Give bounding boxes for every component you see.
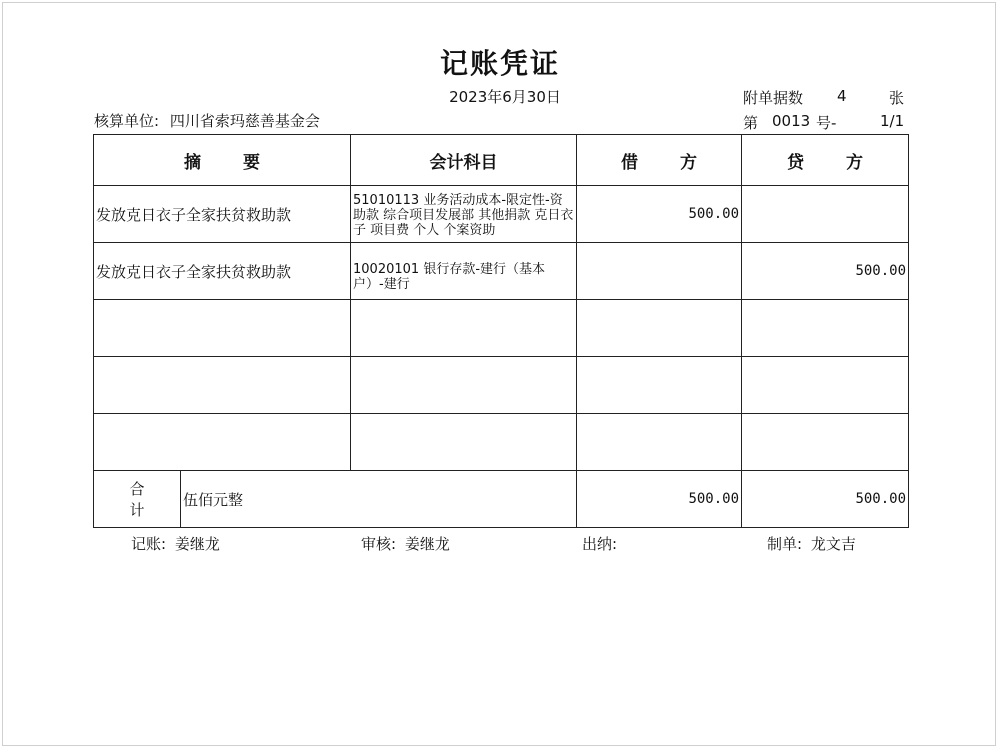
attachment-unit: 张 [889,89,905,107]
table-row [94,186,909,243]
header-debit: 借 方 [577,135,742,186]
row-subject [351,357,577,414]
total-amount-words: 伍佰元整 [181,471,577,528]
header-credit: 贷 方 [742,135,909,186]
cashier-label: 出纳: [582,535,618,553]
table-row [94,414,909,471]
voucher-table [93,134,909,528]
voucher-no-prefix: 第 [743,114,759,132]
table-header-row [94,135,909,186]
total-row [94,471,909,528]
preparer-name: 龙文吉 [810,535,856,553]
attachment-label: 附单据数 [743,89,804,107]
row-summary: 发放克日衣子全家扶贫救助款 [94,186,351,243]
signature-cashier [582,533,621,554]
row-debit [577,300,742,357]
preparer-label: 制单: [767,535,803,553]
row-credit [742,300,909,357]
voucher-no-value: 0013 [772,112,811,130]
table-row [94,243,909,300]
voucher-date: 2023年6月30日 [449,88,561,106]
total-debit: 500.00 [577,471,742,528]
accounting-unit-label: 核算单位: [94,112,160,130]
total-label: 合 计 [94,471,181,528]
row-summary: 发放克日衣子全家扶贫救助款 [94,243,351,300]
table-row [94,300,909,357]
row-subject [351,414,577,471]
row-summary [94,300,351,357]
table-row [94,357,909,414]
row-subject: 10020101 银行存款-建行（基本户）-建行 [351,243,577,300]
voucher-title: 记账凭证 [439,47,560,80]
row-credit: 500.00 [742,243,909,300]
header-summary: 摘 要 [94,135,351,186]
auditor-name: 姜继龙 [404,535,450,553]
row-subject: 51010113 业务活动成本-限定性-资助款 综合项目发展部 其他捐款 克日衣子 项目费 个人 个案资助 [351,186,577,243]
row-subject [351,300,577,357]
row-summary [94,357,351,414]
signature-auditor [361,533,450,554]
row-summary [94,414,351,471]
row-credit [742,414,909,471]
row-credit [742,357,909,414]
row-debit: 500.00 [577,186,742,243]
voucher-no-suffix: 号- [816,114,837,132]
attachment-count: 4 [837,87,847,105]
bookkeeper-name: 姜继龙 [174,535,220,553]
row-credit [742,186,909,243]
signature-preparer [767,533,856,554]
header-subject: 会计科目 [351,135,577,186]
row-debit [577,414,742,471]
total-credit: 500.00 [742,471,909,528]
auditor-label: 审核: [361,535,397,553]
accounting-unit [94,110,320,131]
voucher-page: 1/1 [880,112,905,130]
row-debit [577,357,742,414]
row-debit [577,243,742,300]
signature-bookkeeper [131,533,220,554]
bookkeeper-label: 记账: [131,535,167,553]
accounting-unit-name: 四川省索玛慈善基金会 [169,112,320,130]
